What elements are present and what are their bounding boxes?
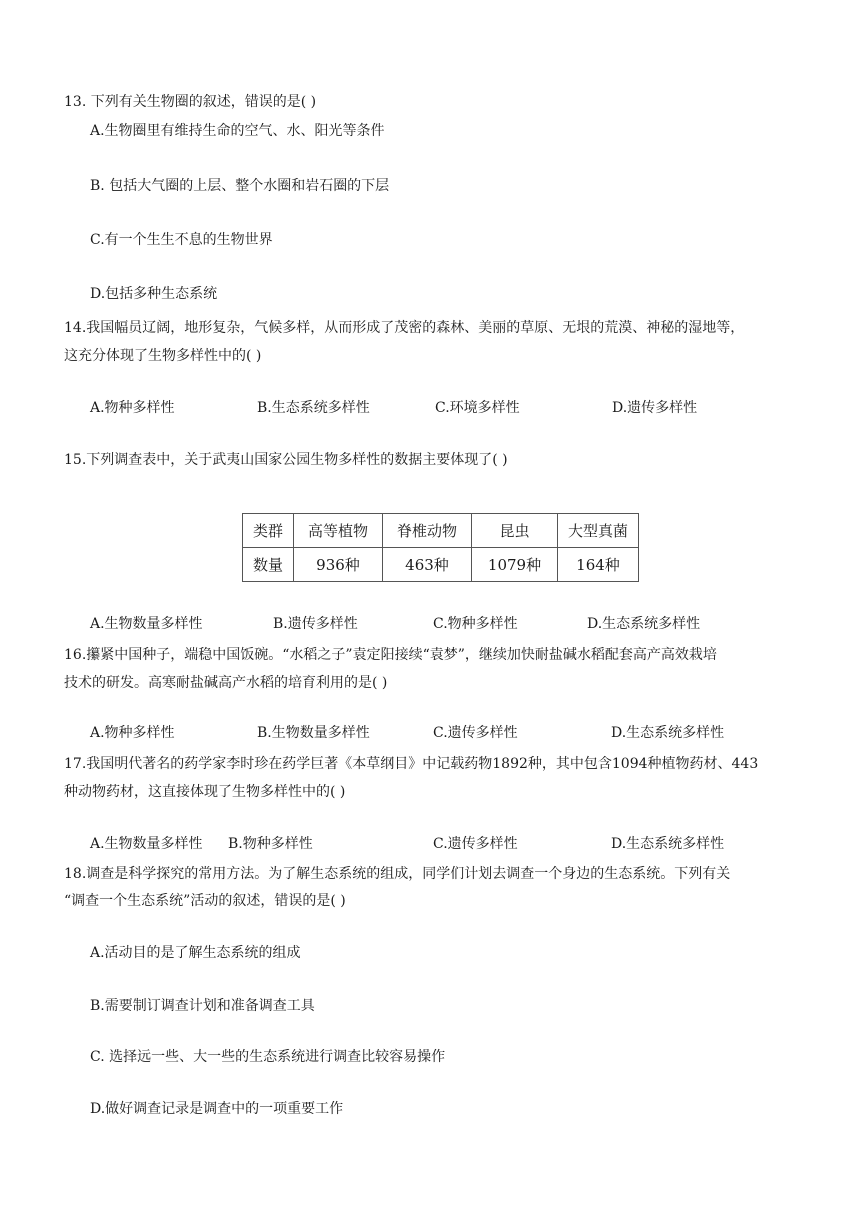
table-cell: 1079种 [472,548,558,582]
question-14-stem-line-2: 这充分体现了生物多样性中的( ) [64,348,262,364]
question-15-options [0,614,860,634]
question-15-option-d: D.生态系统多样性 [587,616,701,632]
question-16-option-d: D.生态系统多样性 [611,725,725,741]
question-17-options [0,834,860,854]
table-cell: 数量 [243,548,294,582]
question-17-option-b: B.物种多样性 [228,836,313,852]
table-cell: 463种 [383,548,472,582]
question-13-option-b: B. 包括大气圈的上层、整个水圈和岩石圈的下层 [90,178,390,194]
question-16-stem-line-1: 16.攥紧中国种子，端稳中国饭碗。“水稻之子”袁定阳接续“袁梦”，继续加快耐盐碱水稻配套高产高效栽培 [64,647,717,663]
question-17-option-d: D.生态系统多样性 [611,836,725,852]
question-15-stem: 15.下列调查表中，关于武夷山国家公园生物多样性的数据主要体现了( ) [64,452,508,468]
question-16-stem-line-2: 技术的研发。高寒耐盐碱高产水稻的培育利用的是( ) [64,675,388,691]
question-18-option-a: A.活动目的是了解生态系统的组成 [90,945,301,961]
survey-table-data-row [243,548,639,582]
question-15-option-a: A.生物数量多样性 [90,616,203,632]
table-header-cell: 脊椎动物 [383,514,472,548]
question-17-stem-line-2: 种动物药材，这直接体现了生物多样性中的( ) [64,784,346,800]
question-17-option-c: C.遗传多样性 [433,836,518,852]
table-header-cell: 大型真菌 [558,514,639,548]
question-18-option-c: C. 选择远一些、大一些的生态系统进行调查比较容易操作 [90,1049,446,1065]
table-cell: 936种 [294,548,383,582]
question-18-stem-line-2: “调查一个生态系统”活动的叙述，错误的是( ) [64,893,346,909]
question-18-stem-line-1: 18.调查是科学探究的常用方法。为了解生态系统的组成，同学们计划去调查一个身边的生态系统。下列有关 [64,866,731,882]
question-14-stem-line-1: 14.我国幅员辽阔，地形复杂，气候多样，从而形成了茂密的森林、美丽的草原、无垠的荒漠、神秘的湿地等， [64,320,745,336]
question-13-option-c: C.有一个生生不息的生物世界 [90,232,273,248]
survey-table [242,513,639,582]
question-15-option-c: C.物种多样性 [433,616,518,632]
survey-table-header-row [243,514,639,548]
question-14-options [0,398,860,418]
question-16-option-a: A.物种多样性 [90,725,175,741]
question-13-stem: 13. 下列有关生物圈的叙述，错误的是( ) [64,94,317,110]
question-16-option-c: C.遗传多样性 [433,725,518,741]
question-17-stem-line-1: 17.我国明代著名的药学家李时珍在药学巨著《本草纲目》中记载药物1892种，其中包含1094种植物药材、443 [64,756,759,772]
question-16-options [0,723,860,743]
question-14-option-a: A.物种多样性 [90,400,175,416]
question-15-option-b: B.遗传多样性 [273,616,358,632]
question-14-option-d: D.遗传多样性 [612,400,698,416]
question-14-option-c: C.环境多样性 [435,400,520,416]
table-header-cell: 昆虫 [472,514,558,548]
question-13-option-a: A.生物圈里有维持生命的空气、水、阳光等条件 [90,123,385,139]
question-17-option-a: A.生物数量多样性 [90,836,203,852]
table-cell: 164种 [558,548,639,582]
question-13-option-d: D.包括多种生态系统 [90,286,218,302]
table-header-cell: 高等植物 [294,514,383,548]
question-14-option-b: B.生态系统多样性 [257,400,370,416]
question-16-option-b: B.生物数量多样性 [257,725,370,741]
question-18-option-b: B.需要制订调查计划和准备调查工具 [90,998,315,1014]
table-header-cell: 类群 [243,514,294,548]
question-18-option-d: D.做好调查记录是调查中的一项重要工作 [90,1101,344,1117]
